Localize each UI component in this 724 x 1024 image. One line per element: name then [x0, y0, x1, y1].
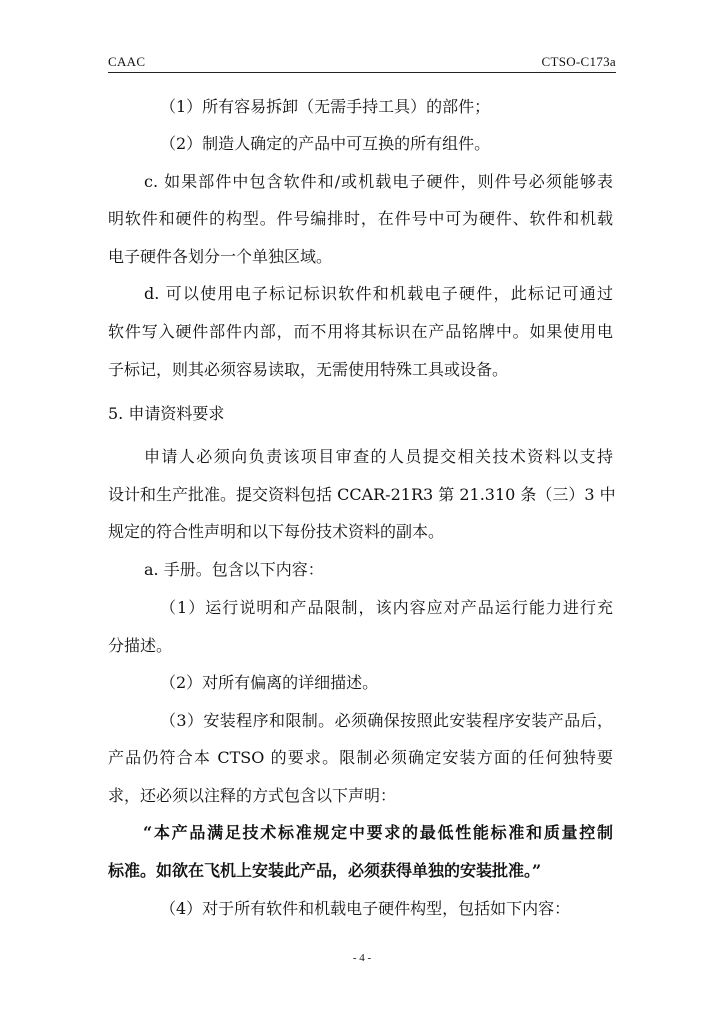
page-header — [108, 46, 616, 73]
paragraph-line: （4）对于所有软件和机载电子硬件构型，包括如下内容： — [160, 899, 571, 918]
paragraph-line: 分描述。 — [108, 636, 173, 655]
paragraph-line: 明软件和硬件的构型。件号编排时，在件号中可为硬件、软件和机载 — [108, 209, 613, 228]
header-doc-id: CTSO-C173a — [541, 54, 616, 69]
paragraph-line: 电子硬件各划分一个单独区域。 — [108, 247, 333, 266]
paragraph-line: （2）对所有偏离的详细描述。 — [160, 673, 379, 692]
paragraph-line: （1）所有容易拆卸（无需手持工具）的部件； — [160, 97, 491, 116]
paragraph-line: 求，还必须以注释的方式包含以下声明： — [108, 786, 397, 805]
paragraph-line: a. 手册。包含以下内容： — [144, 560, 324, 579]
section-heading: 5. 申请资料要求 — [108, 404, 225, 423]
header-org: CAAC — [108, 54, 146, 69]
paragraph-line: c. 如果部件中包含软件和/或机载电子硬件，则件号必须能够表 — [144, 172, 613, 191]
paragraph-line: 产品仍符合本 CTSO 的要求。限制必须确定安装方面的任何独特要 — [108, 748, 613, 767]
paragraph-line: 设计和生产批准。提交资料包括 CCAR-21R3 第 21.310 条（三）3 中 — [108, 485, 616, 504]
page-number: - 4 - — [352, 952, 372, 964]
paragraph-line: （3）安装程序和限制。必须确保按照此安装程序安装产品后， — [160, 711, 613, 730]
paragraph-line: （1）运行说明和产品限制，该内容应对产品运行能力进行充 — [160, 598, 613, 617]
paragraph-line: d. 可以使用电子标记标识软件和机载电子硬件，此标记可通过 — [144, 284, 613, 303]
paragraph-line: 子标记，则其必须容易读取，无需使用特殊工具或设备。 — [108, 360, 509, 379]
paragraph-line: （2）制造人确定的产品中可互换的所有组件。 — [160, 134, 491, 153]
quoted-statement-line: 标准。如欲在飞机上安装此产品，必须获得单独的安装批准。” — [108, 861, 542, 880]
paragraph-line: 规定的符合性声明和以下每份技术资料的副本。 — [108, 522, 445, 541]
paragraph-line: 申请人必须向负责该项目审查的人员提交相关技术资料以支持 — [144, 447, 613, 466]
paragraph-line: 软件写入硬件部件内部，而不用将其标识在产品铭牌中。如果使用电 — [108, 322, 613, 341]
quoted-statement-line: “本产品满足技术标准规定中要求的最低性能标准和质量控制 — [143, 823, 613, 842]
